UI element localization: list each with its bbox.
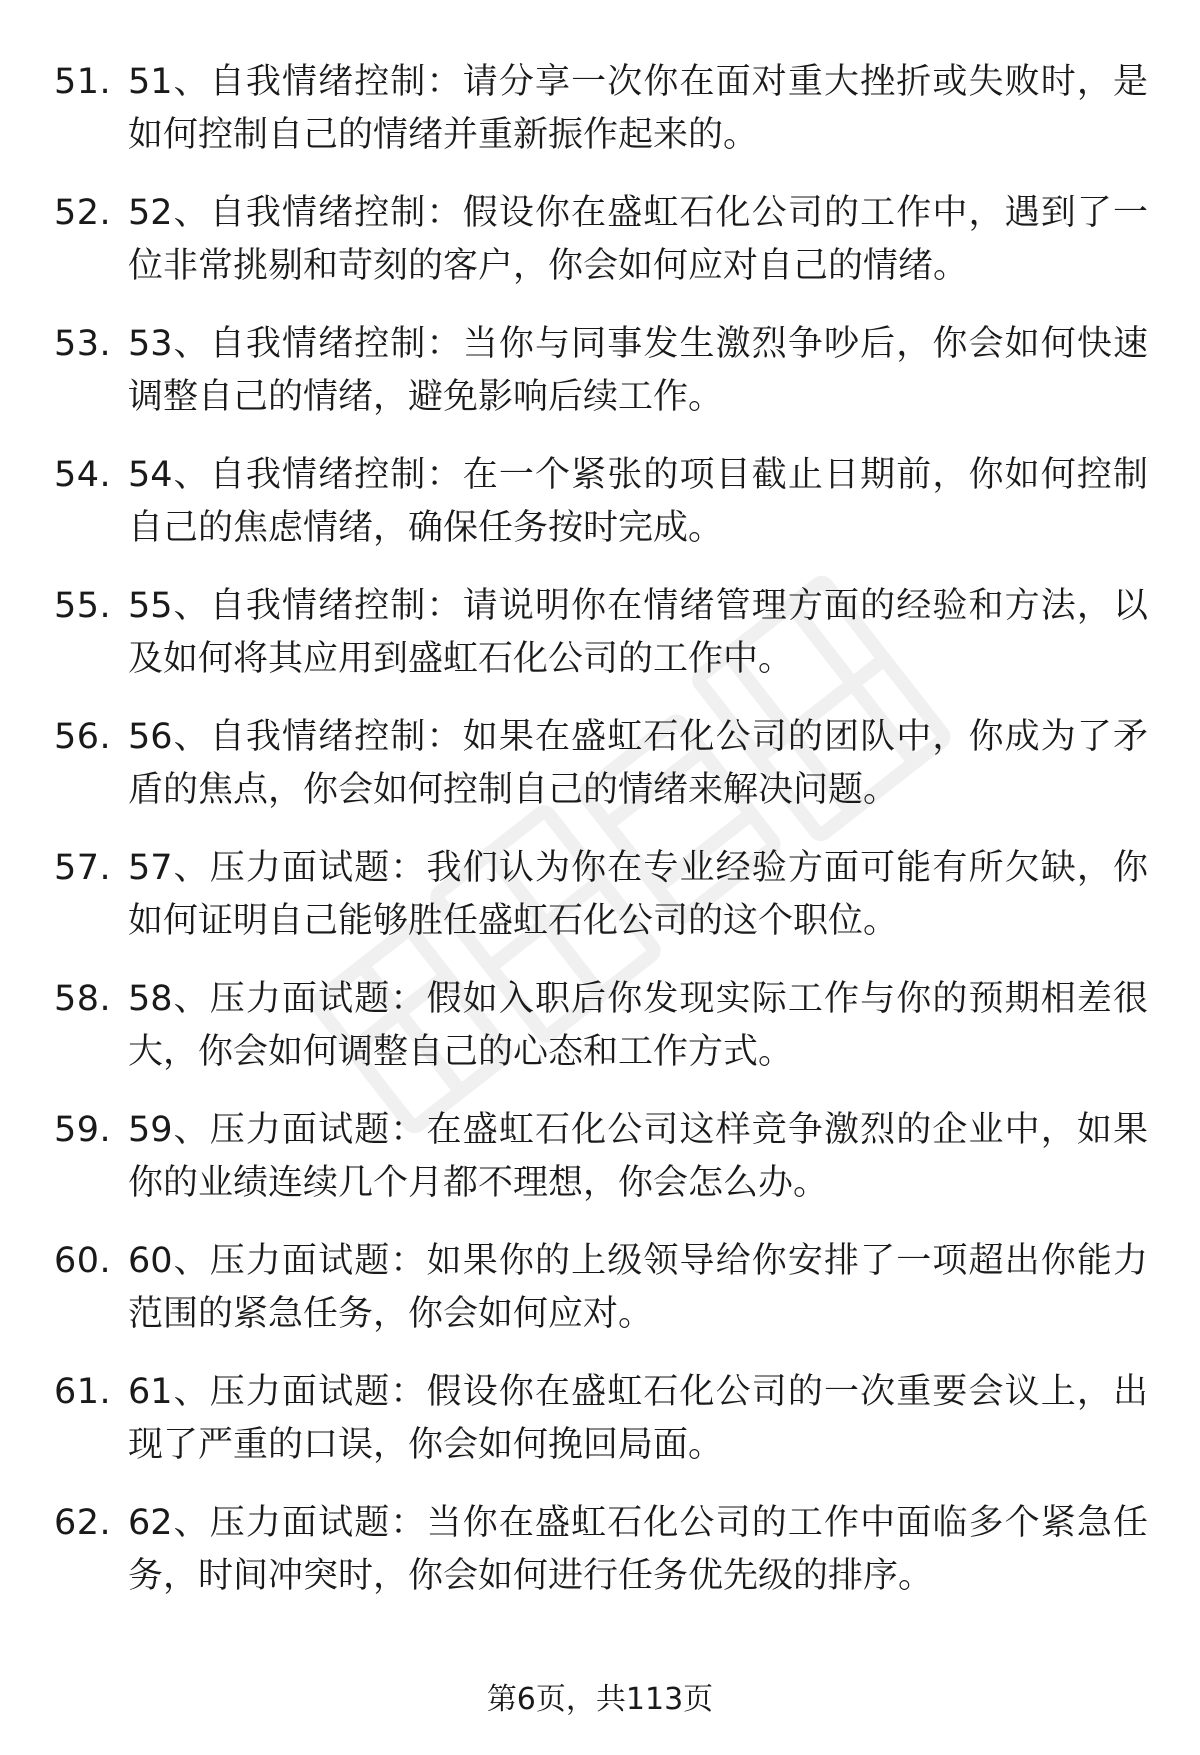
question-number: 53. xyxy=(54,324,112,364)
page-indicator: 第6页，共113页 xyxy=(486,1682,714,1717)
question-text: 61、压力面试题：假设你在盛虹石化公司的一次重要会议上，出现了严重的口误，你会如何挽回局面。 xyxy=(128,1372,1148,1465)
question-number: 62. xyxy=(54,1503,112,1543)
question-number: 60. xyxy=(54,1241,112,1281)
question-text: 59、压力面试题：在盛虹石化公司这样竞争激烈的企业中，如果你的业绩连续几个月都不理想，你会怎么办。 xyxy=(128,1110,1148,1203)
question-text: 58、压力面试题：假如入职后你发现实际工作与你的预期相差很大，你会如何调整自己的心态和工作方式。 xyxy=(128,979,1148,1072)
question-number: 59. xyxy=(54,1110,112,1150)
question-item xyxy=(0,187,1200,293)
question-item xyxy=(0,318,1200,424)
question-number: 55. xyxy=(54,586,112,626)
question-item xyxy=(0,449,1200,555)
question-number: 52. xyxy=(54,193,112,233)
question-item xyxy=(0,842,1200,948)
question-item xyxy=(0,1366,1200,1472)
question-item xyxy=(0,711,1200,817)
question-text: 54、自我情绪控制：在一个紧张的项目截止日期前，你如何控制自己的焦虑情绪，确保任务按时完成。 xyxy=(128,455,1148,548)
question-number: 51. xyxy=(54,62,112,102)
question-item xyxy=(0,1497,1200,1603)
question-text: 57、压力面试题：我们认为你在专业经验方面可能有所欠缺，你如何证明自己能够胜任盛虹石化公司的这个职位。 xyxy=(128,848,1148,941)
question-text: 62、压力面试题：当你在盛虹石化公司的工作中面临多个紧急任务，时间冲突时，你会如何进行任务优先级的排序。 xyxy=(128,1503,1148,1596)
question-number: 61. xyxy=(54,1372,112,1412)
question-text: 55、自我情绪控制：请说明你在情绪管理方面的经验和方法，以及如何将其应用到盛虹石化公司的工作中。 xyxy=(128,586,1148,679)
question-list xyxy=(0,56,1200,1628)
question-number: 56. xyxy=(54,717,112,757)
question-number: 58. xyxy=(54,979,112,1019)
question-text: 51、自我情绪控制：请分享一次你在面对重大挫折或失败时，是如何控制自己的情绪并重新振作起来的。 xyxy=(128,62,1148,155)
question-number: 57. xyxy=(54,848,112,888)
question-text: 53、自我情绪控制：当你与同事发生激烈争吵后，你会如何快速调整自己的情绪，避免影响后续工作。 xyxy=(128,324,1148,417)
question-text: 60、压力面试题：如果你的上级领导给你安排了一项超出你能力范围的紧急任务，你会如何应对。 xyxy=(128,1241,1148,1334)
question-text: 56、自我情绪控制：如果在盛虹石化公司的团队中，你成为了矛盾的焦点，你会如何控制自己的情绪来解决问题。 xyxy=(128,717,1148,810)
question-item xyxy=(0,1235,1200,1341)
question-item xyxy=(0,973,1200,1079)
question-item xyxy=(0,56,1200,162)
question-number: 54. xyxy=(54,455,112,495)
question-item xyxy=(0,1104,1200,1210)
question-item xyxy=(0,580,1200,686)
question-text: 52、自我情绪控制：假设你在盛虹石化公司的工作中，遇到了一位非常挑剔和苛刻的客户，你会如何应对自己的情绪。 xyxy=(128,193,1148,286)
